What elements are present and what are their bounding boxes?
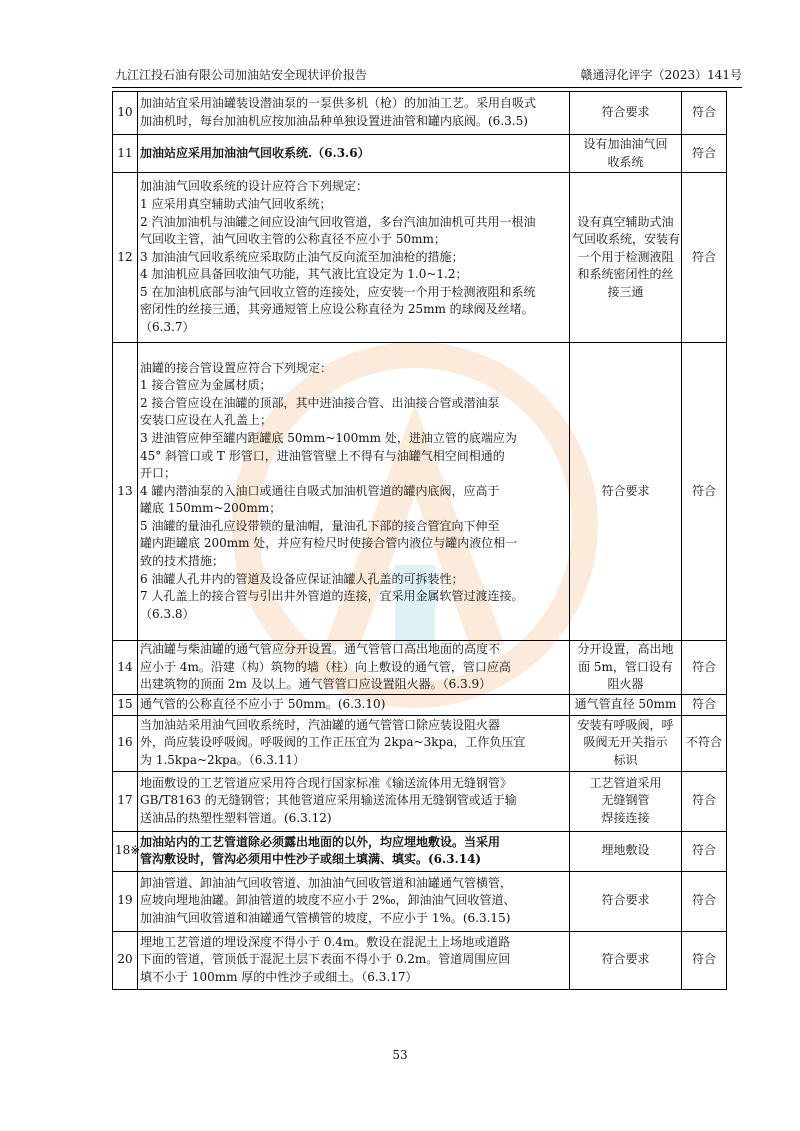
requirement-line: 加油站内的工艺管道除必须露出地面的以外，均应埋地敷设。当采用: [140, 834, 501, 849]
actual-status-cell: [570, 343, 682, 641]
status-line: 符合要求: [601, 952, 650, 967]
requirement-line: 5 油罐的量油孔应设带锁的量油帽，量油孔下部的接合管宜向下伸至: [140, 518, 500, 533]
result-cell: 符合: [682, 931, 727, 989]
requirement-line: 1 应采用真空辅助式油气回收系统；: [140, 196, 332, 211]
requirement-line: 4 加油机应具备回收油气功能，其气液比宜设定为 1.0~1.2；: [140, 267, 468, 282]
requirement-line: 3 进油管应伸至罐内距罐底 50mm~100mm 处，进油立管的底端应为: [140, 430, 517, 445]
actual-status-cell: [570, 92, 682, 135]
requirement-cell: [138, 771, 570, 831]
status-line: 标识: [613, 753, 638, 768]
status-line: 设有真空辅助式油: [577, 214, 674, 229]
result-cell: 不符合: [682, 715, 727, 771]
requirement-cell: [138, 871, 570, 931]
requirement-line: 卸油管道、卸油油气回收管道、加油油气回收管道和油罐通气管横管，: [140, 875, 513, 890]
result-cell: 符合: [682, 871, 727, 931]
actual-status-cell: [570, 831, 682, 871]
requirement-cell: [138, 135, 570, 173]
status-line: 无缝钢管: [601, 793, 650, 808]
result-cell: 符合: [682, 771, 727, 831]
requirement-line: 致的技术措施；: [140, 554, 225, 569]
requirement-line: 45° 斜管口或 T 形管口，进油管管壁上不得有与油罐气相空间相通的: [140, 448, 505, 463]
row-number: 16: [113, 715, 138, 771]
requirement-line: 罐底 150mm~200mm；: [140, 501, 282, 516]
row-number: 20: [113, 931, 138, 989]
result-cell: 符合: [682, 173, 727, 343]
requirement-cell: [138, 173, 570, 343]
requirement-line: 为 1.5kpa~2kpa。（6.3.11）: [140, 753, 305, 768]
status-line: 气回收系统，安装有: [572, 232, 681, 247]
requirement-line: 2 接合管应设在油罐的顶部，其中进油接合管、出油接合管或潜油泵: [140, 395, 500, 410]
status-line: 一个用于检测液阻: [577, 249, 674, 264]
actual-status-cell: [570, 135, 682, 173]
requirement-line: 2 汽油加油机与油罐之间应设油气回收管道，多台汽油加油机可共用一根油: [140, 214, 536, 229]
table-row: [113, 173, 727, 343]
requirement-line: 1 接合管应为金属材质；: [140, 378, 272, 393]
requirement-line: 外，尚应装设呼吸阀。呼吸阀的工作正压宜为 2kpa~3kpa，工作负压宜: [140, 735, 526, 750]
requirement-line: 7 人孔盖上的接合管与引出井外管道的连接，宜采用金属软管过渡连接。: [140, 589, 524, 604]
status-line: 收系统: [607, 154, 644, 169]
status-line: 设有加油油气回: [583, 136, 668, 151]
table-row: [113, 871, 727, 931]
row-number: 12: [113, 173, 138, 343]
actual-status-cell: [570, 173, 682, 343]
result-cell: 符合: [682, 641, 727, 695]
requirement-cell: [138, 715, 570, 771]
row-number: 19: [113, 871, 138, 931]
requirement-line: 油罐的接合管设置应符合下列规定：: [140, 360, 333, 375]
row-number: 10: [113, 92, 138, 135]
status-line: 接三通: [607, 284, 644, 299]
status-line: 分开设置，高出地: [577, 642, 674, 656]
requirement-line: 应坡向埋地油罐。卸油管道的坡度不应小于 2‰，卸油油气回收管道、: [140, 893, 516, 908]
requirement-line: 安装口应设在人孔盖上；: [140, 413, 273, 428]
requirement-line: 当加油站采用油气回收系统时，汽油罐的通气管管口除应装设阻火器: [140, 717, 501, 732]
requirement-line: 6 油罐人孔井内的管道及设备应保证油罐人孔盖的可拆装性；: [140, 571, 464, 586]
result-cell: 符合: [682, 694, 727, 715]
result-cell: 符合: [682, 831, 727, 871]
evaluation-table: [112, 91, 727, 990]
requirement-line: 管沟敷设时，管沟必须用中性沙子或细土填满、填实。(6.3.14): [140, 852, 482, 867]
requirement-line: （6.3.7）: [140, 320, 195, 335]
requirement-cell: [138, 931, 570, 989]
actual-status-cell: [570, 931, 682, 989]
table-row: [113, 831, 727, 871]
requirement-line: 5 在加油机底部与油气回收立管的连接处，应安装一个用于检测液阻和系统: [140, 284, 536, 299]
requirement-line: 3 加油油气回收系统应采取防止油气反向流至加油枪的措施；: [140, 249, 464, 264]
report-number: 赣通浔化评字（2023）141号: [580, 68, 742, 82]
requirement-cell: [138, 92, 570, 135]
row-number: 15: [113, 694, 138, 715]
requirement-line: 下面的管道，管顶低于混泥土层下表面不得小于 0.2m。管道周围应回: [140, 952, 511, 967]
requirement-line: GB/T8163 的无缝钢管；其他管道应采用输送流体用无缝钢管或适于输: [140, 793, 517, 808]
requirement-line: 加油油气回收管道和油罐通气管横管的坡度，不应小于 1%。(6.3.15): [140, 911, 511, 926]
status-line: 和系统密闭性的丝: [577, 267, 674, 282]
table-row: [113, 343, 727, 641]
requirement-line: 加油站应采用加油油气回收系统.（6.3.6）: [140, 145, 370, 160]
actual-status-cell: [570, 694, 682, 715]
result-cell: 符合: [682, 343, 727, 641]
requirement-line: 汽油罐与柴油罐的通气管应分开设置。通气管管口高出地面的高度不: [140, 642, 501, 656]
requirement-line: 填不小于 100mm 厚的中性沙子或细土。（6.3.17）: [140, 970, 418, 985]
row-number: 18※: [113, 831, 138, 871]
status-line: 符合要求: [601, 483, 650, 498]
table-row: [113, 641, 727, 695]
actual-status-cell: [570, 641, 682, 695]
report-title: 九江江投石油有限公司加油站安全现状评价报告: [115, 68, 368, 82]
requirement-cell: [138, 343, 570, 641]
status-line: 通气管直径 50mm: [574, 696, 677, 711]
requirement-line: 4 罐内潜油泵的入油口或通往自吸式加油机管道的罐内底阀，应高于: [140, 483, 500, 498]
actual-status-cell: [570, 715, 682, 771]
status-line: 符合要求: [601, 105, 650, 120]
requirement-line: 地面敷设的工艺管道应采用符合现行国家标准《输送流体用无缝钢管》: [140, 775, 513, 790]
requirement-line: 埋地工艺管道的埋设深度不得小于 0.4m。敷设在混泥土上场地或道路: [140, 934, 511, 949]
requirement-line: 开口；: [140, 466, 177, 481]
status-line: 面 5m，管口设有: [578, 659, 673, 674]
row-number: 13: [113, 343, 138, 641]
requirement-line: 通气管的公称直径不应小于 50mm。(6.3.10): [140, 696, 386, 711]
requirement-cell: [138, 694, 570, 715]
requirement-line: 密闭性的丝接三通，其旁通短管上应设公称直径为 25mm 的球阀及丝堵。: [140, 302, 534, 317]
status-line: 安装有呼吸阀，呼: [577, 717, 674, 732]
status-line: 阻火器: [607, 677, 644, 692]
table-row: [113, 931, 727, 989]
requirement-line: 加油机时，每台加油机应按加油品种单独设置进油管和罐内底阀。(6.3.5): [140, 114, 528, 128]
header-rule: [112, 87, 742, 88]
requirement-line: 加油站宜采用油罐装设潜油泵的一泵供多机（枪）的加油工艺。采用自吸式: [140, 96, 537, 111]
status-line: 埋地敷设: [601, 843, 650, 858]
requirement-line: 气回收主管，油气回收主管的公称直径不应小于 50mm；: [140, 232, 446, 247]
table-row: [113, 135, 727, 173]
status-line: 符合要求: [601, 893, 650, 908]
requirement-line: （6.3.8）: [140, 606, 195, 621]
table-row: [113, 771, 727, 831]
table-row: [113, 92, 727, 135]
table-row: [113, 694, 727, 715]
requirement-line: 出建筑物的顶面 2m 及以上。通气管管口应设置阻火器。（6.3.9）: [140, 677, 492, 692]
requirement-line: 送油品的热塑性塑料管道。(6.3.12): [140, 811, 332, 826]
status-line: 工艺管道采用: [589, 775, 662, 790]
actual-status-cell: [570, 871, 682, 931]
page-number: 53: [392, 1048, 408, 1062]
row-number: 17: [113, 771, 138, 831]
requirement-cell: [138, 641, 570, 695]
result-cell: 符合: [682, 135, 727, 173]
actual-status-cell: [570, 771, 682, 831]
requirement-line: 加油油气回收系统的设计应符合下列规定：: [140, 179, 369, 194]
requirement-line: 应小于 4m。沿建（构）筑物的墙（柱）向上敷设的通气管，管口应高: [140, 659, 511, 674]
page-header: [115, 66, 742, 84]
status-line: 焊接连接: [601, 811, 650, 826]
requirement-line: 罐内距罐底 200mm 处，并应有检尺时使接合管内液位与罐内液位相一: [140, 536, 518, 551]
row-number: 14: [113, 641, 138, 695]
requirement-cell: [138, 831, 570, 871]
result-cell: 符合: [682, 92, 727, 135]
row-number: 11: [113, 135, 138, 173]
status-line: 吸阀无开关指示: [583, 735, 668, 750]
table-row: [113, 715, 727, 771]
